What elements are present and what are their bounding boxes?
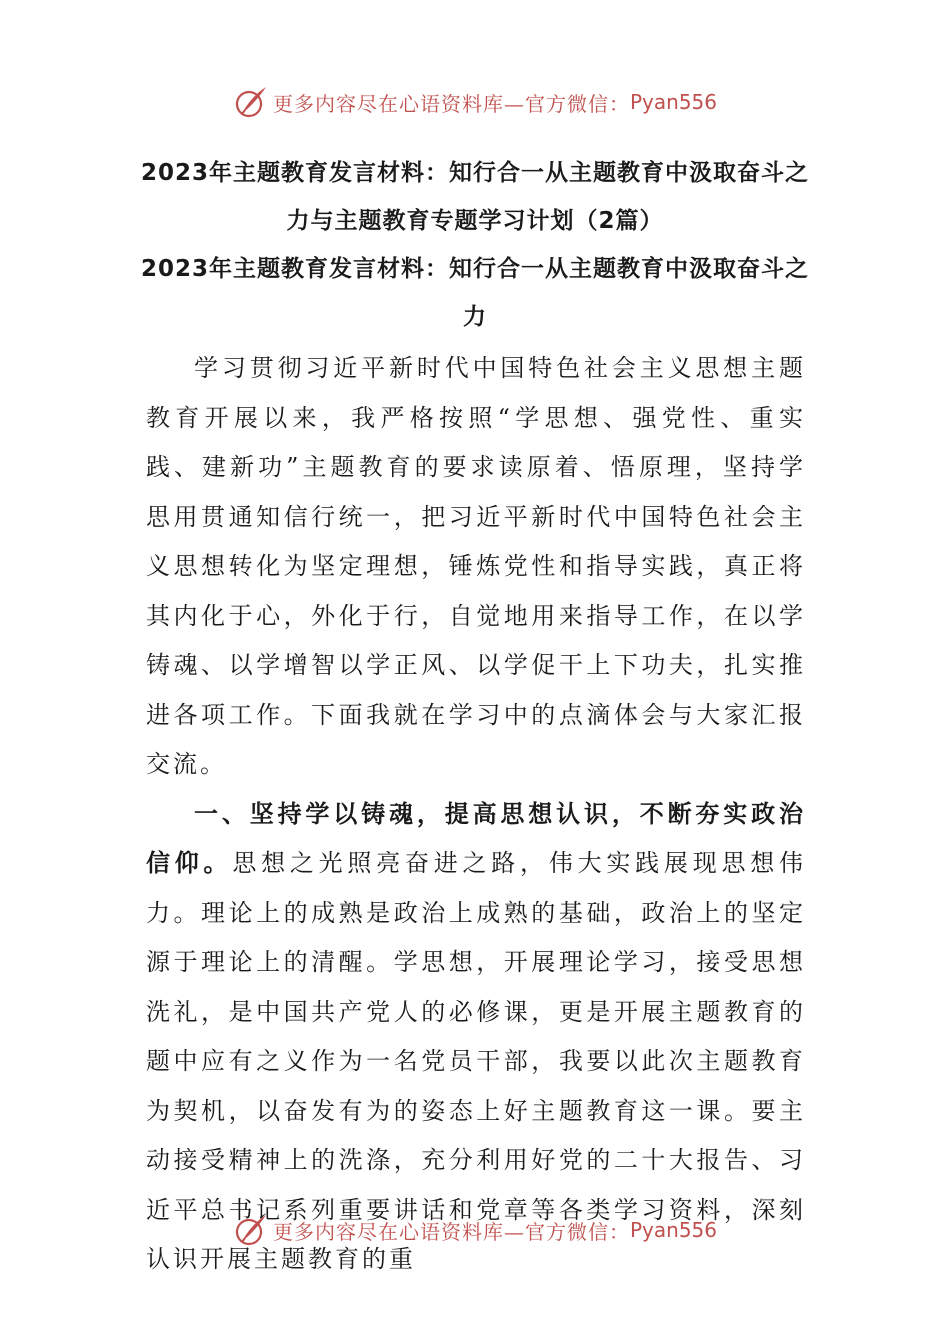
- section-title: 2023年主题教育发言材料：知行合一从主题教育中汲取奋斗之力: [140, 256, 809, 330]
- banner-wechat-id: Pyan556: [629, 1218, 717, 1242]
- paragraph-lead: 一、坚持学以铸魂，提高思想认识，不断夯实政治信仰。: [146, 799, 806, 877]
- paragraph-text: 思想之光照亮奋进之路，伟大实践展现思想伟力。理论上的成熟是政治上成熟的基础，政治上的坚定源于理论上的清醒。学思想，开展理论学习，接受思想洗礼，是中国共产党人的必修课，更是开展主题教育的题中应有之义作为一名党员干部，我要以此次主题教育为契机，以奋发有为的姿态上好主题教育这一课。要主动接受精神上的洗涤，充分利用好党的二十大报告、习近平总书记系列重要讲话和党章等各类学习资料，深刻认识开展主题教育的重: [146, 849, 807, 1273]
- paragraph-intro: 学习贯彻习近平新时代中国特色社会主义思想主题教育开展以来，我严格按照“学思想、强党性、重实践、建新功”主题教育的要求读原着、悟原理，坚持学思用贯通知信行统一，把习近平新时代中国特色社会主义思想转化为坚定理想，锤炼党性和指导实践，真正将其内化于心，外化于行，自觉地用来指导工作，在以学铸魂、以学增智以学正风、以学促干上下功夫，扎实推进各项工作。下面我就在学习中的点滴体会与大家汇报交流。: [146, 354, 806, 778]
- document-body: [146, 344, 806, 1285]
- document-title: 2023年主题教育发言材料：知行合一从主题教育中汲取奋斗之力与主题教育专题学习计划（2篇）: [140, 160, 809, 234]
- footer-banner: [0, 1208, 950, 1252]
- banner-text: 更多内容尽在心语资料库—官方微信：: [272, 91, 630, 116]
- banner-text: 更多内容尽在心语资料库—官方微信：: [272, 1219, 630, 1244]
- quill-logo-icon: [233, 1212, 269, 1248]
- quill-logo-icon: [233, 84, 269, 120]
- header-banner: [0, 80, 950, 124]
- banner-wechat-id: Pyan556: [629, 90, 717, 114]
